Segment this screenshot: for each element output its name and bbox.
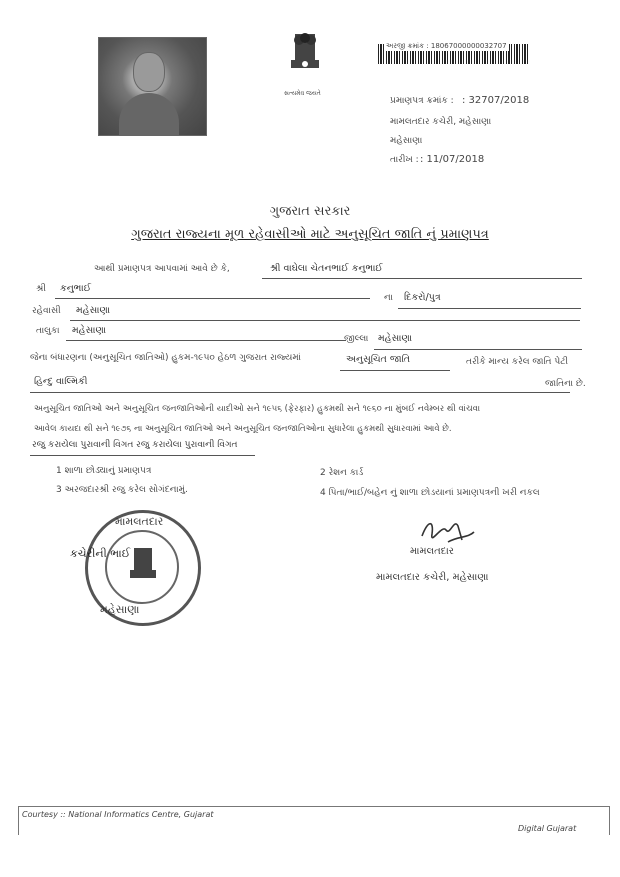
national-emblem-icon (285, 30, 325, 90)
stamp-bottom-text: મહેસાણા (100, 603, 140, 616)
note-line-1: અનુસૂચિત જાતિઓ અને અનુસૂચિત જનજાતિઓની યાદીઓ સને ૧૯૫૬ (ફેરફાર) હુકમથી સને ૧૯૬૦ ના મુંબઈ નવેમ્બર થી વાંચવા (34, 404, 481, 414)
category: અનુસૂચિત જાતિ (346, 354, 411, 365)
evidence-item: 2 રેશન કાર્ડ (320, 468, 364, 478)
evidence-item: 4 પિતા/ભાઈ/બહેન નું શાળા છોડયાનાં પ્રમાણપત્રની ખરી નકલ (320, 488, 540, 498)
photo-face (133, 52, 165, 92)
taluka-line: મહેસાણા (390, 136, 423, 146)
order-text: જેના બંધારણના (અનુસૂચિત જાતિઓ) હુકમ-૧૯૫૦ હેઠળ ગુજરાત રાજ્યમાં (30, 353, 301, 363)
father-name: કનુભાઈ (60, 283, 92, 294)
taluka-value: મહેસાણા (72, 325, 107, 336)
stamp-emblem-icon (126, 546, 160, 586)
signatory-title: મામલતદાર (410, 546, 454, 557)
relation: દિકરો/પુત્ર (404, 292, 441, 303)
evidence-item: 1 શાળા છોડ્યાનું પ્રમાણપત્ર (56, 466, 152, 476)
footer-courtesy: Courtesy :: National Informatics Centre, Gujarat (22, 810, 214, 819)
na-label: ના (384, 293, 393, 303)
certificate-title: ગુજરાત રાજ્યના મૂળ રહેવાસીઓ માટે અનુસૂચિત જાતિ નું પ્રમાણપત્ર (131, 227, 489, 242)
recognized-text: તરીકે માન્ય કરેલ જાતિ પેટી (466, 357, 569, 367)
applicant-name: શ્રી વાઘેલા ચેતનભાઈ કનુભાઈ (270, 263, 383, 274)
footer-brand: Digital Gujarat (518, 824, 577, 833)
stamp-overlay-text: કચેરીની ભાઈ (70, 547, 131, 560)
district-value: મહેસાણા (378, 333, 413, 344)
shri-label: શ્રી (36, 284, 46, 294)
government-title: ગુજરાત સરકાર (269, 204, 351, 219)
taluka-label: તાલુકા (36, 326, 60, 336)
evidence-item: 3 અરજદારશ્રી રજુ કરેલ સોગંદનામું. (56, 485, 188, 495)
certificate-number: : 32707/2018 (462, 95, 530, 106)
applicant-photo (98, 37, 207, 136)
barcode-text: અરજી ક્રમાંક : 18067000000032707 (386, 42, 507, 50)
photo-body (119, 93, 179, 135)
note-line-2: આવેલ કાયદા થી સને ૧૯૭૬ ના અનુસૂચિત જાતિઓ અને અનુસૂચિત જનજાતિઓના સુધારેલા હુકમથી સુધારવામાં આવે છે. (34, 424, 452, 434)
evidence-heading: રજુ કરાયેલા પુરાવાની વિગત રજુ કરાયેલા પુરાવાની વિગત (32, 440, 238, 450)
district-label: જીલ્લા (344, 334, 369, 344)
certificate-date: : 11/07/2018 (420, 154, 485, 165)
stamp-top-text: મામલતદાર (115, 515, 164, 528)
certificate-number-label: પ્રમાણપત્ર ક્રમાંક : (390, 96, 454, 106)
office-line: મામલતદાર કચેરી, મહેસાણા (390, 117, 492, 127)
signatory-office: મામલતદાર કચેરી, મહેસાણા (376, 572, 489, 583)
caste: હિન્દુ વાલ્મિકી (34, 376, 88, 387)
resident-value: મહેસાણા (76, 305, 111, 316)
date-label: તારીખ : (390, 155, 419, 165)
resident-label: રહેવાસી (32, 306, 61, 316)
intro-label: આથી પ્રમાણપત્ર આપવામાં આવે છે કે, (94, 264, 230, 274)
emblem-caption: સત્યમેવ જયતે (284, 90, 321, 97)
is-text: જાતિના છે. (545, 379, 586, 389)
